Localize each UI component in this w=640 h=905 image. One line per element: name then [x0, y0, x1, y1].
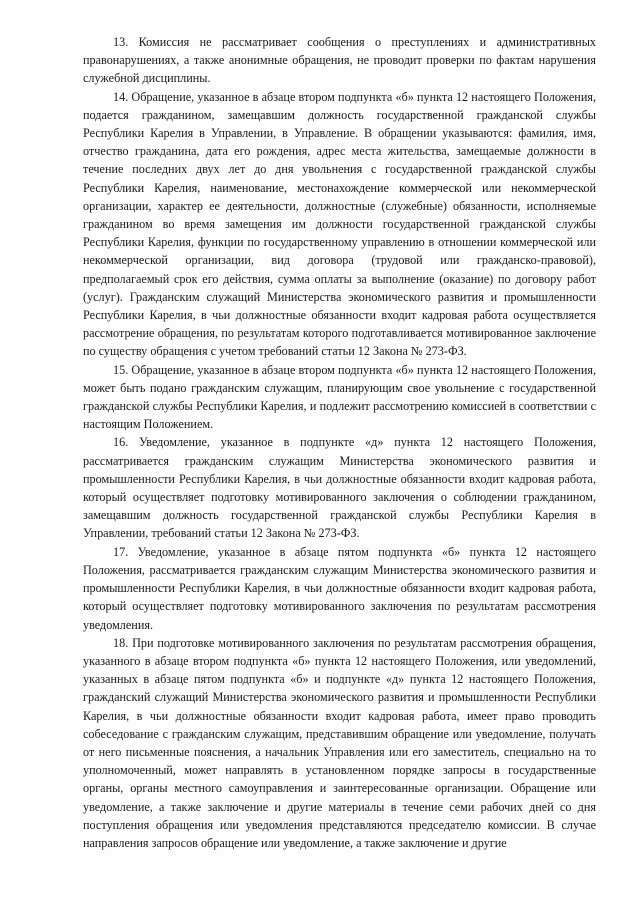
paragraph-16: 16. Уведомление, указанное в подпункте «д» пункта 12 настоящего Положения, рассматривается гражданским служащим Министерства экономического развития и промышленности Республики Карелия, в чьи должностные обязанности входит кадровая работа, который осуществляет подготовку мотивированного заключения о соблюдении гражданином, замещавшим должность государственной гражданской службы Республики Карелия в Управлении, требований статьи 12 Закона № 273-ФЗ. [83, 435, 596, 541]
paragraph-15: 15. Обращение, указанное в абзаце втором подпункта «б» пункта 12 настоящего Положения, может быть подано гражданским служащим, планирующим свое увольнение с государственной гражданской службы Республики Карелия, и подлежит рассмотрению комиссией в соответствии с настоящим Положением. [83, 362, 596, 432]
paragraph-13: 13. Комиссия не рассматривает сообщения о преступлениях и административных правонарушениях, а также анонимные обращения, не проводит проверки по фактам нарушения служебной дисциплины. [83, 35, 596, 86]
document-body [83, 33, 596, 852]
paragraph-17: 17. Уведомление, указанное в абзаце пятом подпункта «б» пункта 12 настоящего Положения, рассматривается гражданским служащим Министерства экономического развития и промышленности Республики Карелия, в чьи должностные обязанности входит кадровая работа, который осуществляет подготовку мотивированного заключения по результатам рассмотрения уведомления. [83, 544, 596, 632]
paragraph-14: 14. Обращение, указанное в абзаце втором подпункта «б» пункта 12 настоящего Положения, подается гражданином, замещавшим должность государственной гражданской службы Республики Карелия в Управлении, в Управление. В обращении указываются: фамилия, имя, отчество гражданина, дата его рождения, адрес места жительства, замещаемые должности в течение последних двух лет до дня увольнения с государственной гражданской службы Республики Карелия, наименование, местонахождение коммерческой или некоммерческой организации, характер ее деятельности, должностные (служебные) обязанности, исполняемые гражданином во время замещения им должности государственной гражданской службы Республики Карелия, функции по государственному управлению в отношении коммерческой или некоммерческой организации, вид договора (трудовой или гражданско-правовой), предполагаемый срок его действия, сумма оплаты за выполнение (оказание) по договору работ (услуг). Гражданским служащий Министерства экономического развития и промышленности Республики Карелия, в чьи должностные обязанности входит кадровая работа осуществляется рассмотрение обращения, по результатам которого подготавливается мотивированное заключение по существу обращения с учетом требований статьи 12 Закона № 273-ФЗ. [83, 89, 596, 359]
paragraph-18: 18. При подготовке мотивированного заключения по результатам рассмотрения обращения, указанного в абзаце втором подпункта «б» пункта 12 настоящего Положения, или уведомлений, указанных в абзаце пятом подпункта «б» и подпункте «д» пункта 12 настоящего Положения, гражданский служащий Министерства экономического развития и промышленности Республики Карелия, в чьи должностные обязанности входит кадровая работа, имеет право проводить собеседование с гражданским служащим, представившим обращение или уведомление, получать от него письменные пояснения, а начальник Управления или его заместитель, специально на то уполномоченный, может направлять в установленном порядке запросы в государственные органы, органы местного самоуправления и заинтересованные организации. Обращение или уведомление, а также заключение и другие материалы в течение семи рабочих дней со дня поступления обращения или уведомления представляются председателю комиссии. В случае направления запросов обращение или уведомление, а также заключение и другие [83, 635, 596, 850]
